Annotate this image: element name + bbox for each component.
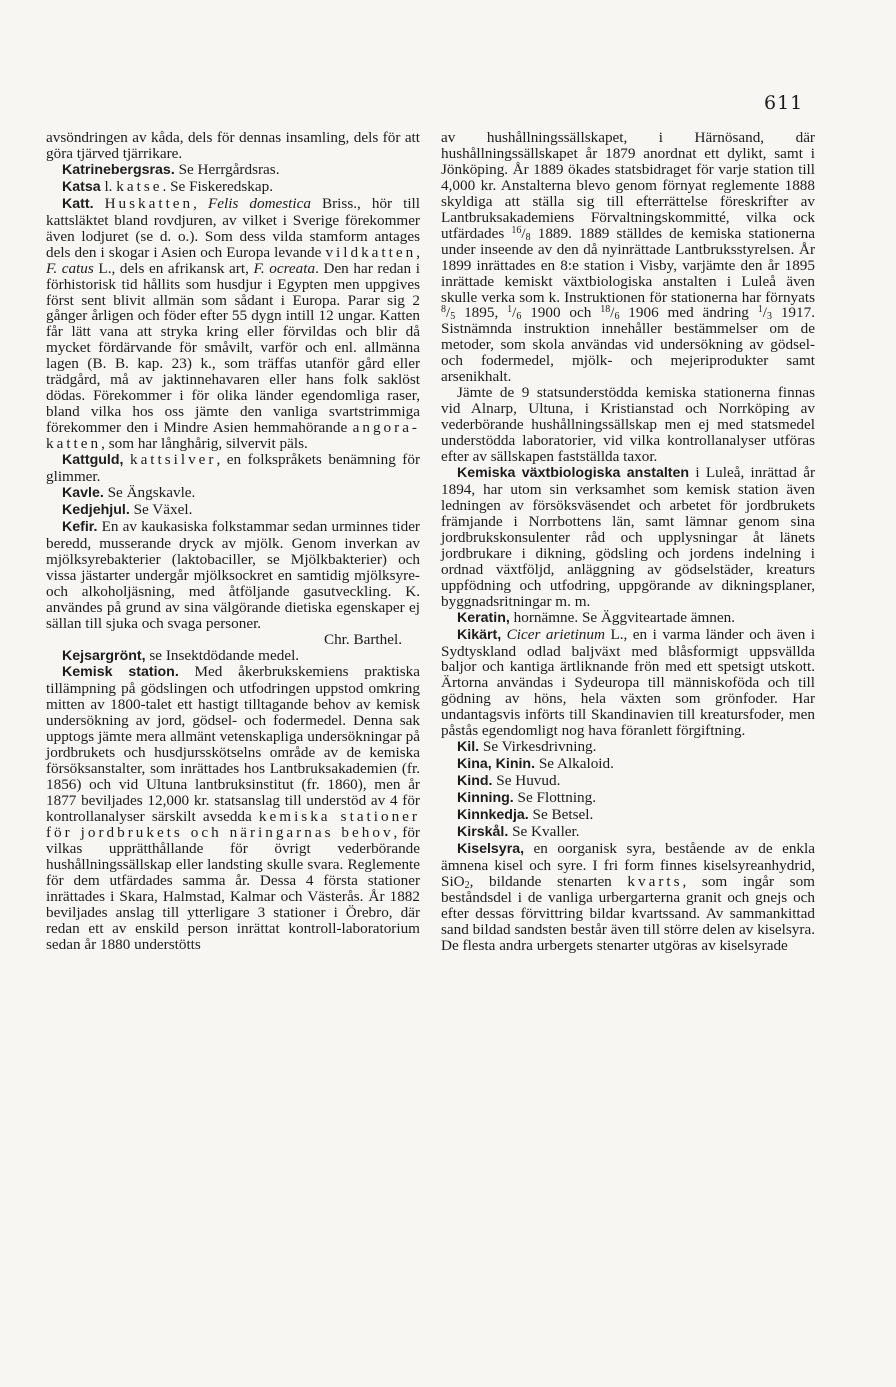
headword: Katrinebergsras. bbox=[62, 161, 175, 178]
subscript: 2 bbox=[464, 879, 470, 891]
fraction-numerator: 1 bbox=[507, 304, 513, 316]
entry-kattguld bbox=[46, 452, 420, 485]
entry-text: en oorganisk syra, bestående av de enkla ämnena kisel och syre. I fri form finnes kiselsyreanhydrid, SiO bbox=[441, 839, 815, 890]
entry-katrinebergsras bbox=[46, 162, 420, 179]
latin-name: F. catus bbox=[46, 259, 94, 277]
spaced-term: kvarts bbox=[627, 872, 683, 890]
entry-text: Se Växel. bbox=[129, 500, 193, 518]
entry-text: , bbox=[416, 243, 420, 261]
fraction-numerator: 8 bbox=[441, 304, 446, 316]
entry-text: Med åkerbrukskemiens praktiska tillämpning på gödslingen och utfodringen uppstod omkring mitten av 1800-talet ett hastigt tilltagande behov av kemisk undersökning av jord, gödsel- och fodermedel. Denna sak upptogs jämte mera allmänt vetenskapliga undersökningar på jordbrukets och husdjursskötselns område av de kemiska försöksanstalter, som inrättades hos Lantbruksakademien (fr. 1856) och vid Ultuna lantbruksinstitut (fr. 1860), men år 1877 beviljades 12,000 kr. statsanslag till understöd av 4 för kontrollanalyser särskilt avsedda bbox=[46, 663, 420, 826]
entry-keratin bbox=[441, 610, 815, 627]
entry-katsa bbox=[46, 179, 420, 196]
entry-text: L., en i varma länder och även i Sydtyskland odlad baljväxt med blåsformigt uppsvällda baljor och kantiga ärtliknande frön med ett spetsigt utskott. Ärtorna användas i Sydeuropa till människoföda och till gödning av höns, hela växten som grönfoder. Har undantagsvis införts till Skandinavien till kreatursfoder, men påstås egendomligt nog hava föranlett förgiftning. bbox=[441, 625, 816, 740]
entry-text: , en folkspråkets benämning för glimmer. bbox=[46, 451, 421, 486]
entry-text: , bildande stenarten bbox=[469, 872, 628, 890]
entry-kinning bbox=[441, 790, 815, 807]
headword: Kejsargrönt, bbox=[62, 647, 146, 664]
page-number: 611 bbox=[764, 92, 804, 114]
fraction-denominator: 8 bbox=[525, 231, 531, 243]
spaced-term: kattsilver bbox=[129, 451, 217, 469]
spaced-term: kemiska stationer för jordbrukets och näringarnas behov bbox=[46, 808, 420, 841]
entry-text: Se Ängskavle. bbox=[103, 483, 196, 501]
headword: Kirskål. bbox=[457, 823, 509, 840]
headword: Kina, Kinin. bbox=[457, 756, 536, 773]
entry-text: Se Kvaller. bbox=[508, 822, 580, 840]
entry-kavle bbox=[46, 485, 420, 502]
entry-text: . Se Fiskeredskap. bbox=[162, 177, 274, 195]
headword: Kemisk station. bbox=[62, 664, 179, 681]
headword: Kil. bbox=[457, 739, 480, 756]
entry-kemisk-station bbox=[46, 664, 420, 952]
entry-text: 1917. Sistnämnda instruktion innehåller bestämmelser om de metoder, som skola användas vid undersökning av gödsel- och fodermedel, mjölk- och mejeriprodukter samt arsenikhalt. bbox=[441, 304, 816, 386]
headword: Katt. bbox=[62, 195, 94, 212]
headword: Kinnkedja. bbox=[457, 807, 529, 824]
fraction-numerator: 18 bbox=[600, 304, 611, 316]
entry-kiselsyra bbox=[441, 841, 815, 954]
entry-kedjehjul bbox=[46, 502, 420, 519]
entry-text: , för vilkas upprätthållande för övrigt vederbörande hushållningssällskap eller landsting skulle svara. Reglemente för dem utfärdades samma år. Dessa 4 första stationer inrättades i Skara, Halmstad, Kalmar och Västerås. År 1882 beviljades anslag till ytterligare 3 stationer i Örebro, där redan ett av enskild person inrättat kontroll-laboratorium sedan år 1880 understötts bbox=[46, 823, 420, 953]
fraction-numerator: 1 bbox=[757, 304, 763, 316]
fraction-denominator: 6 bbox=[516, 311, 522, 323]
entry-text: l. bbox=[100, 177, 117, 195]
entry-text: Se Huvud. bbox=[492, 772, 561, 790]
continued-paragraph: avsöndringen av kåda, dels för dennas insamling, dels för att göra tjärved tjärrikare. bbox=[46, 129, 420, 162]
headword: Keratin, bbox=[457, 609, 510, 626]
fraction-denominator: 6 bbox=[614, 311, 620, 323]
entry-text: , som har långhårig, silvervit päls. bbox=[101, 435, 308, 453]
headword: Kattguld, bbox=[62, 452, 124, 469]
spaced-term: angora-katten bbox=[46, 419, 420, 453]
entry-text: Se Virkesdrivning. bbox=[479, 738, 597, 756]
headword: Kedjehjul. bbox=[62, 501, 130, 518]
entry-text: se Insektdödande medel. bbox=[145, 646, 300, 664]
entry-text: 1889. 1889 ställdes de kemiska stationerna under inseende av den då nyinrättade Lantbruksstyrelsen. År 1899 inrättades en 8:e station i Visby, varjämte den år 1895 inrättade kemiskt växtbiologiska anstalten i Luleå även skulle verka som k. Instruktionen för stationerna har förnyats bbox=[441, 224, 815, 306]
entry-kind bbox=[441, 773, 815, 790]
fraction-numerator: 16 bbox=[511, 224, 522, 236]
entry-kil bbox=[441, 739, 815, 756]
entry-text: Briss., hör till kattsläktet bland rovdjuren, av vilket i Sverige förekommer även lodjuret (se d. o.). Som dess vilda stamform antages dels den i skogar i Asien och Europa levande bbox=[46, 194, 420, 261]
entry-text: Se Herrgårdsras. bbox=[174, 160, 280, 178]
spaced-term: Huskatten bbox=[104, 194, 194, 212]
entry-kina bbox=[441, 756, 815, 773]
entry-kejsargront bbox=[46, 648, 420, 665]
fraction-denominator: 3 bbox=[766, 311, 772, 323]
entry-kemiska-vaxtbiologiska-anstalten bbox=[441, 465, 815, 610]
entry-text: , som ingår som beståndsdel i de vanliga urbergarterna granit och gnejs och efter dessas förvittring bildar kvartssand. Av sammankittad sand bildad sandsten består även till större delen av kiselsyra. De flesta andra urbergets stenarter utgöras av kiselsyrade bbox=[441, 872, 815, 954]
headword: Kiselsyra, bbox=[457, 840, 525, 857]
entry-kinnkedja bbox=[441, 807, 815, 824]
entry-text: hornämne. Se Äggviteartade ämnen. bbox=[509, 608, 736, 626]
entry-text: av hushållningssällskapet, i Härnösand, där hushållningssällskapet år 1879 anordnat ett dylikt, samt i Jönköping. År 1889 ökades statsbidraget för varje station till 4,000 kr. Anstalterna blevo genom förnyat reglemente 1888 skyldiga att ställa sig till efterrättelse föreskrifter av Lantbruksakademiens Förvaltningskommitté, vilka ock utfärdades bbox=[441, 129, 815, 242]
entry-kirskal bbox=[441, 824, 815, 841]
spaced-term: katse bbox=[116, 177, 163, 195]
headword: Kikärt, bbox=[457, 626, 502, 643]
entry-text: Se Betsel. bbox=[528, 806, 594, 824]
entry-kefir bbox=[46, 519, 420, 632]
entry-text: 1900 och bbox=[521, 304, 601, 322]
entry-text: L., dels en afrikansk art, bbox=[93, 259, 254, 277]
entry-text: 1906 med ändring bbox=[619, 304, 758, 322]
fraction-denominator: 5 bbox=[450, 311, 456, 323]
latin-name: F. ocreata bbox=[253, 259, 316, 277]
spaced-term: vildkatten bbox=[325, 243, 417, 261]
entry-text: Se Flottning. bbox=[513, 789, 597, 807]
continued-paragraph: av hushållningssällskapet, i Härnösand, där hushållningssällskapet år 1879 anordnat ett dylikt, samt i Jönköping. År 1889 ökades statsbidraget för varje station till 4,000 kr. Anstalterna blevo genom förnyat reglemente 1888 skyldiga att ställa sig till efterrättelse föreskrifter av Lantbruksakademiens Förvaltningskommitté, vilka ock utfärdades $^{16}/_8$ 1889. 1889 ställdes de kemiska stationerna under inseende av den då nyinrättade Lantbruksstyrelsen. År 1899 inrättades en 8:e station i Visby, varjämte den år 1895 inrättade kemiskt växtbiologiska anstalten i Luleå även skulle verka som k. Instruktionen för stationerna har förnyats $^8/_5$ 1895, $^1/_6$ 1900 och $^{18}/_6$ 1906 med ändring $^1/_3$ 1917. Sistnämnda instruktion innehåller bestämmelser om de metoder, som skola användas vid undersökning av gödsel- och fodermedel, mjölk- och mejeriprodukter samt arsenikhalt. bbox=[441, 129, 816, 386]
headword: Kefir. bbox=[62, 518, 98, 535]
entry-text: Se Alkaloid. bbox=[535, 755, 614, 773]
entry-katt bbox=[46, 196, 420, 452]
headword: Kind. bbox=[457, 773, 493, 790]
entry-kikart bbox=[441, 627, 815, 740]
right-column bbox=[441, 130, 815, 954]
latin-name: Felis domestica bbox=[207, 194, 311, 212]
entry-text: , bbox=[193, 194, 208, 212]
headword: Kinning. bbox=[457, 790, 514, 807]
headword: Kemiska växtbiologiska anstalten bbox=[457, 465, 690, 482]
paragraph: Jämte de 9 statsunderstödda kemiska stationerna finnas vid Alnarp, Ultuna, i Kristianstad och Norrköping av vederbörande hushållningssällskap men ej med statsmedel understödda laboratorier, vid vilka kontrollanalyser utföras efter av sällskapen fastställda taxor. bbox=[441, 384, 815, 466]
left-column bbox=[46, 130, 420, 953]
latin-name: Cicer arietinum bbox=[506, 625, 605, 643]
entry-text: En av kaukasiska folkstammar sedan urminnes tider beredd, musserande dryck av mjölk. Genom inverkan av mjölksyrebakterier (laktobaciller, se Mjölkbakterier) och vissa jästarter undergår mjölksockret en samtidig mjölksyre- och alkoholjäsning, med åtföljande gasutveckling. K. användes på grund av sina välgörande dietiska egenskaper ej sällan till sjuka och svaga personer. bbox=[46, 517, 420, 632]
headword: Kavle. bbox=[62, 484, 104, 501]
entry-text: . Den har redan i förhistorisk tid hållits som husdjur i Egypten men uppgives först sent blivit allmän som sådant i Europa. Parar sig 2 gånger årligen och föder efter 55 dygn intill 12 ungar. Katten får lätt vana att stryka kring eller förvildas och blir då mycket fördärvande för småvilt, varför och enl. allmänna lagen (B. B. kap. 23) k., som träffas utanför gård eller trädgård, må av jaktinnehavaren eller hans folk saklöst dödas. Förekommer i för olika länder egendomliga raser, bland vilka hos oss jämte den vanliga svartstrimmiga förekommer den i Mindre Asien hemmahörande bbox=[46, 259, 420, 437]
entry-text: i Luleå, inrättad år 1894, har utom sin verksamhet som kemisk station även ledningen av försöksväsendet och arbetet för jordbrukets främjande i Norrbottens län, samt lämnar genom sina jordbrukskonsulenter råd och upplysningar åt länets jordbrukare i dikning, gödsling och jordens indelning i ordnad växtföljd, anläggning av gödselstäder, kreaturs uppfödning och utfodring, uppgörande av dikningsplaner, byggnadsritningar m. m. bbox=[441, 464, 815, 610]
author-signature: Chr. Barthel. bbox=[323, 630, 402, 648]
headword: Katsa bbox=[62, 178, 101, 195]
entry-text: 1895, bbox=[455, 304, 508, 322]
